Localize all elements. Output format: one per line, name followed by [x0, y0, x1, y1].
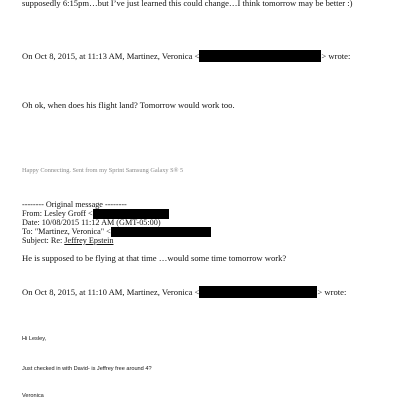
- reply-header-1-prefix: On Oct 8, 2015, at 11:13 AM, Martinez, Veronica <: [22, 51, 200, 61]
- redacted-email-1: [199, 50, 321, 62]
- reply-body-1: Oh ok, when does his flight land? Tomorrow would work too.: [22, 100, 235, 110]
- inner-sign: Veronica: [22, 393, 44, 399]
- original-subject: [22, 236, 113, 246]
- inner-greeting: Hi Lesley,: [22, 336, 47, 342]
- inner-body: Just checked in with David- is Jeffrey free around 4?: [22, 366, 152, 372]
- redacted-email-4: [199, 286, 317, 298]
- reply-header-2-suffix: > wrote:: [317, 287, 347, 297]
- original-to-label: To: "Martinez, Veronica" <: [22, 227, 111, 236]
- top-line: supposedly 6:15pm…but I’ve just learned this could change…I think tomorrow may be better :): [22, 0, 353, 8]
- mobile-signature: Happy Connecting. Sent from my Sprint Samsung Galaxy S® 5: [22, 167, 184, 174]
- reply-header-2-prefix: On Oct 8, 2015, at 11:10 AM, Martinez, Veronica <: [22, 287, 200, 297]
- redacted-email-3: [111, 227, 211, 237]
- original-subject-label: Subject: Re:: [22, 236, 65, 245]
- original-message-divider: -------- Original message --------: [22, 200, 127, 209]
- original-date: Date: 10/08/2015 11:12 AM (GMT-05:00): [22, 218, 161, 227]
- original-body: He is supposed to be flying at that time …would some time tomorrow work?: [22, 253, 287, 263]
- reply-header-2: [22, 286, 346, 298]
- original-from-label: From: Lesley Groff <: [22, 209, 93, 218]
- reply-header-1-suffix: > wrote:: [321, 51, 351, 61]
- subject-name-link[interactable]: Jeffrey Epstein: [64, 236, 114, 245]
- reply-header-1: [22, 50, 350, 62]
